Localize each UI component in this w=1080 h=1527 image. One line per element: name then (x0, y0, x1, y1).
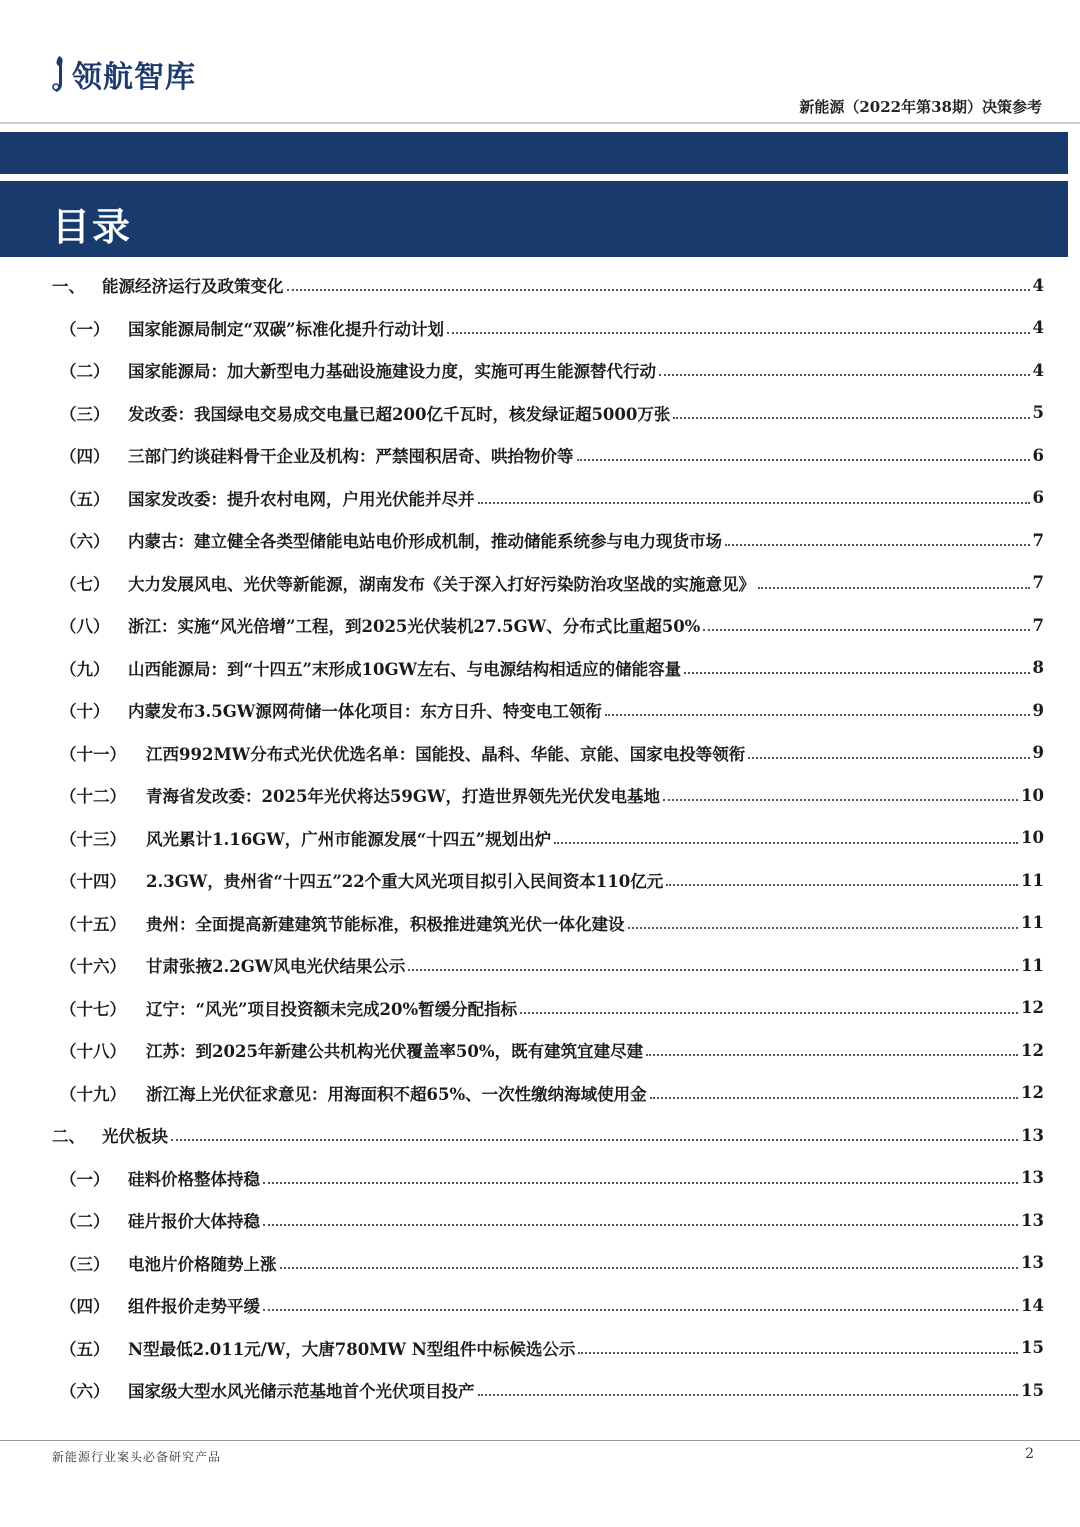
toc-entry-page: 13 (1021, 1210, 1044, 1230)
toc-entry[interactable] (52, 392, 1044, 435)
toc-entry[interactable] (52, 987, 1044, 1030)
toc-entry-title: 山西能源局：到“十四五”末形成10GW左右、与电源结构相适应的储能容量 (128, 659, 682, 679)
toc-entry-number: （七） (60, 574, 110, 594)
toc-entry[interactable] (52, 1072, 1044, 1115)
toc-leader-dots (703, 629, 1029, 631)
toc-leader-dots (554, 842, 1018, 844)
toc-entry-title: 国家能源局制定“双碳”标准化提升行动计划 (128, 319, 444, 339)
toc-entry[interactable] (52, 562, 1044, 605)
toc-entry-number: （九） (60, 659, 110, 679)
toc-leader-dots (684, 672, 1029, 674)
toc-entry-title: 组件报价走势平缓 (128, 1297, 260, 1317)
toc-entry-title: N型最低2.011元/W，大唐780MW N型组件中标候选公示 (128, 1339, 576, 1359)
toc-entry-page: 4 (1032, 360, 1044, 380)
toc-entry[interactable] (52, 774, 1044, 817)
toc-entry-number: 一、 (52, 277, 85, 297)
toc-entry-page: 13 (1021, 1168, 1044, 1188)
toc-title: 目录 (52, 205, 133, 249)
toc-entry[interactable] (52, 434, 1044, 477)
toc-entry[interactable] (52, 477, 1044, 520)
toc-entry[interactable] (52, 1327, 1044, 1370)
toc-entry-title: 浙江：实施“风光倍增”工程，到2025光伏装机27.5GW、分布式比重超50% (128, 617, 701, 637)
toc-entry-number: （二） (60, 1212, 110, 1232)
toc-entry-title: 国家发改委：提升农村电网，户用光伏能并尽并 (128, 489, 475, 509)
toc-leader-dots (478, 1394, 1019, 1396)
toc-leader-dots (263, 1182, 1018, 1184)
toc-entry-number: （六） (60, 532, 110, 552)
toc-entry-page: 6 (1032, 488, 1044, 508)
toc-leader-dots (263, 1309, 1018, 1311)
logo-mark-icon (50, 54, 68, 94)
toc-entry[interactable] (52, 1284, 1044, 1327)
toc-leader-dots (447, 332, 1030, 334)
toc-entry-title: 浙江海上光伏征求意见：用海面积不超65%、一次性缴纳海域使用金 (146, 1084, 647, 1104)
toc-entry-title: 贵州：全面提高新建建筑节能标准，积极推进建筑光伏一体化建设 (146, 914, 625, 934)
toc-leader-dots (628, 927, 1019, 929)
toc-entry-number: （十） (60, 702, 110, 722)
toc-entry-page: 10 (1021, 828, 1044, 848)
title-band (0, 181, 1068, 257)
toc-entry[interactable] (52, 1369, 1044, 1412)
toc-entry-number: （四） (60, 1297, 110, 1317)
toc-leader-dots (578, 1352, 1018, 1354)
footer-text: 新能源行业案头必备研究产品 (52, 1450, 222, 1464)
toc-leader-dots (663, 799, 1018, 801)
toc-entry-number: （一） (60, 1169, 110, 1189)
toc-leader-dots (659, 374, 1030, 376)
toc-entry[interactable] (52, 1242, 1044, 1285)
toc-entry-page: 12 (1021, 998, 1044, 1018)
toc-leader-dots (725, 544, 1030, 546)
toc-entry-page: 15 (1021, 1380, 1044, 1400)
toc-entry-number: （二） (60, 362, 110, 382)
toc-entry[interactable] (52, 689, 1044, 732)
toc-entry-number: （十四） (60, 872, 126, 892)
toc-entry-page: 4 (1032, 318, 1044, 338)
page-number: 2 (1025, 1446, 1034, 1462)
toc-entry-number: （十七） (60, 999, 126, 1019)
toc-entry-page: 12 (1021, 1083, 1044, 1103)
toc-entry-page: 7 (1032, 530, 1044, 550)
toc-entry[interactable] (52, 264, 1044, 307)
toc-entry-title: 能源经济运行及政策变化 (102, 277, 284, 297)
toc-entry-number: （十八） (60, 1042, 126, 1062)
toc-entry-page: 4 (1032, 275, 1044, 295)
toc-entry-title: 三部门约谈硅料骨干企业及机构：严禁囤积居奇、哄抬物价等 (128, 447, 574, 467)
table-of-contents (52, 264, 1044, 1412)
toc-entry-number: （十一） (60, 744, 126, 764)
toc-leader-dots (577, 459, 1030, 461)
toc-entry-number: （十三） (60, 829, 126, 849)
toc-entry[interactable] (52, 647, 1044, 690)
toc-leader-dots (263, 1224, 1018, 1226)
toc-leader-dots (650, 1097, 1018, 1099)
toc-leader-dots (280, 1267, 1019, 1269)
toc-entry-page: 12 (1021, 1040, 1044, 1060)
toc-entry-title: 国家能源局：加大新型电力基础设施建设力度，实施可再生能源替代行动 (128, 362, 656, 382)
toc-leader-dots (646, 1054, 1018, 1056)
toc-entry-title: 大力发展风电、光伏等新能源，湖南发布《关于深入打好污染防治攻坚战的实施意见》 (128, 574, 755, 594)
logo-text: 领航智库 (72, 60, 196, 95)
toc-entry[interactable] (52, 944, 1044, 987)
toc-entry-page: 8 (1032, 658, 1044, 678)
toc-entry-number: （六） (60, 1382, 110, 1402)
toc-entry-title: 发改委：我国绿电交易成交电量已超200亿千瓦时，核发绿证超5000万张 (128, 404, 671, 424)
toc-leader-dots (673, 417, 1029, 419)
toc-entry-number: （五） (60, 489, 110, 509)
toc-entry-number: （四） (60, 447, 110, 467)
toc-entry-page: 9 (1032, 700, 1044, 720)
toc-entry[interactable] (52, 817, 1044, 860)
toc-entry[interactable] (52, 859, 1044, 902)
toc-entry-title: 内蒙古：建立健全各类型储能电站电价形成机制，推动储能系统参与电力现货市场 (128, 532, 722, 552)
toc-entry-title: 江苏：到2025年新建公共机构光伏覆盖率50%，既有建筑宜建尽建 (146, 1042, 644, 1062)
toc-entry-title: 2.3GW，贵州省“十四五”22个重大风光项目拟引入民间资本110亿元 (146, 872, 664, 892)
toc-entry-title: 风光累计1.16GW，广州市能源发展“十四五”规划出炉 (146, 829, 552, 849)
toc-entry[interactable] (52, 1029, 1044, 1072)
toc-entry-page: 13 (1021, 1253, 1044, 1273)
toc-entry-title: 电池片价格随势上涨 (128, 1254, 277, 1274)
toc-entry-page: 15 (1021, 1338, 1044, 1358)
toc-entry[interactable] (52, 519, 1044, 562)
toc-entry-page: 7 (1032, 573, 1044, 593)
toc-entry-number: （五） (60, 1339, 110, 1359)
toc-entry-title: 甘肃张掖2.2GW风电光伏结果公示 (146, 957, 406, 977)
toc-leader-dots (287, 289, 1030, 291)
toc-entry-page: 11 (1021, 913, 1044, 933)
toc-entry-number: （十五） (60, 914, 126, 934)
toc-entry-title: 光伏板块 (102, 1127, 168, 1147)
toc-entry-title: 国家级大型水风光储示范基地首个光伏项目投产 (128, 1382, 475, 1402)
toc-entry-page: 5 (1032, 403, 1044, 423)
header-divider (0, 122, 1080, 124)
toc-entry[interactable] (52, 1157, 1044, 1200)
toc-entry-number: （一） (60, 319, 110, 339)
toc-leader-dots (171, 1139, 1018, 1141)
toc-entry[interactable] (52, 604, 1044, 647)
toc-leader-dots (478, 502, 1030, 504)
toc-entry-number: （十六） (60, 957, 126, 977)
toc-entry-number: 二、 (52, 1127, 85, 1147)
toc-leader-dots (748, 757, 1029, 759)
toc-leader-dots (520, 1012, 1018, 1014)
toc-leader-dots (408, 969, 1018, 971)
toc-leader-dots (605, 714, 1030, 716)
toc-entry-title: 内蒙发布3.5GW源网荷储一体化项目：东方日升、特变电工领衔 (128, 702, 602, 722)
toc-entry-number: （十九） (60, 1084, 126, 1104)
toc-entry-page: 7 (1032, 615, 1044, 635)
footer-divider (0, 1440, 1080, 1441)
toc-entry-title: 硅片报价大体持稳 (128, 1212, 260, 1232)
toc-entry-page: 13 (1021, 1125, 1044, 1145)
toc-entry-title: 江西992MW分布式光伏优选名单：国能投、晶科、华能、京能、国家电投等领衔 (146, 744, 746, 764)
toc-entry[interactable] (52, 1114, 1044, 1157)
toc-entry-number: （三） (60, 1254, 110, 1274)
toc-entry-page: 14 (1021, 1295, 1044, 1315)
logo (50, 52, 196, 96)
toc-entry-page: 11 (1021, 955, 1044, 975)
toc-entry-number: （十二） (60, 787, 126, 807)
toc-entry[interactable] (52, 307, 1044, 350)
toc-entry[interactable] (52, 349, 1044, 392)
toc-entry-page: 6 (1032, 445, 1044, 465)
toc-entry[interactable] (52, 732, 1044, 775)
header-band (0, 132, 1068, 174)
toc-entry-number: （八） (60, 617, 110, 637)
toc-entry-page: 10 (1021, 785, 1044, 805)
toc-entry-title: 硅料价格整体持稳 (128, 1169, 260, 1189)
toc-entry-page: 11 (1021, 870, 1044, 890)
publication-title: 新能源（2022年第38期）决策参考 (799, 98, 1042, 116)
toc-leader-dots (666, 884, 1018, 886)
toc-entry[interactable] (52, 902, 1044, 945)
toc-entry-number: （三） (60, 404, 110, 424)
toc-leader-dots (758, 587, 1030, 589)
toc-entry-title: 辽宁：“风光”项目投资额未完成20%暂缓分配指标 (146, 999, 518, 1019)
toc-entry-page: 9 (1032, 743, 1044, 763)
toc-entry-title: 青海省发改委：2025年光伏将达59GW，打造世界领先光伏发电基地 (146, 787, 661, 807)
toc-entry[interactable] (52, 1199, 1044, 1242)
